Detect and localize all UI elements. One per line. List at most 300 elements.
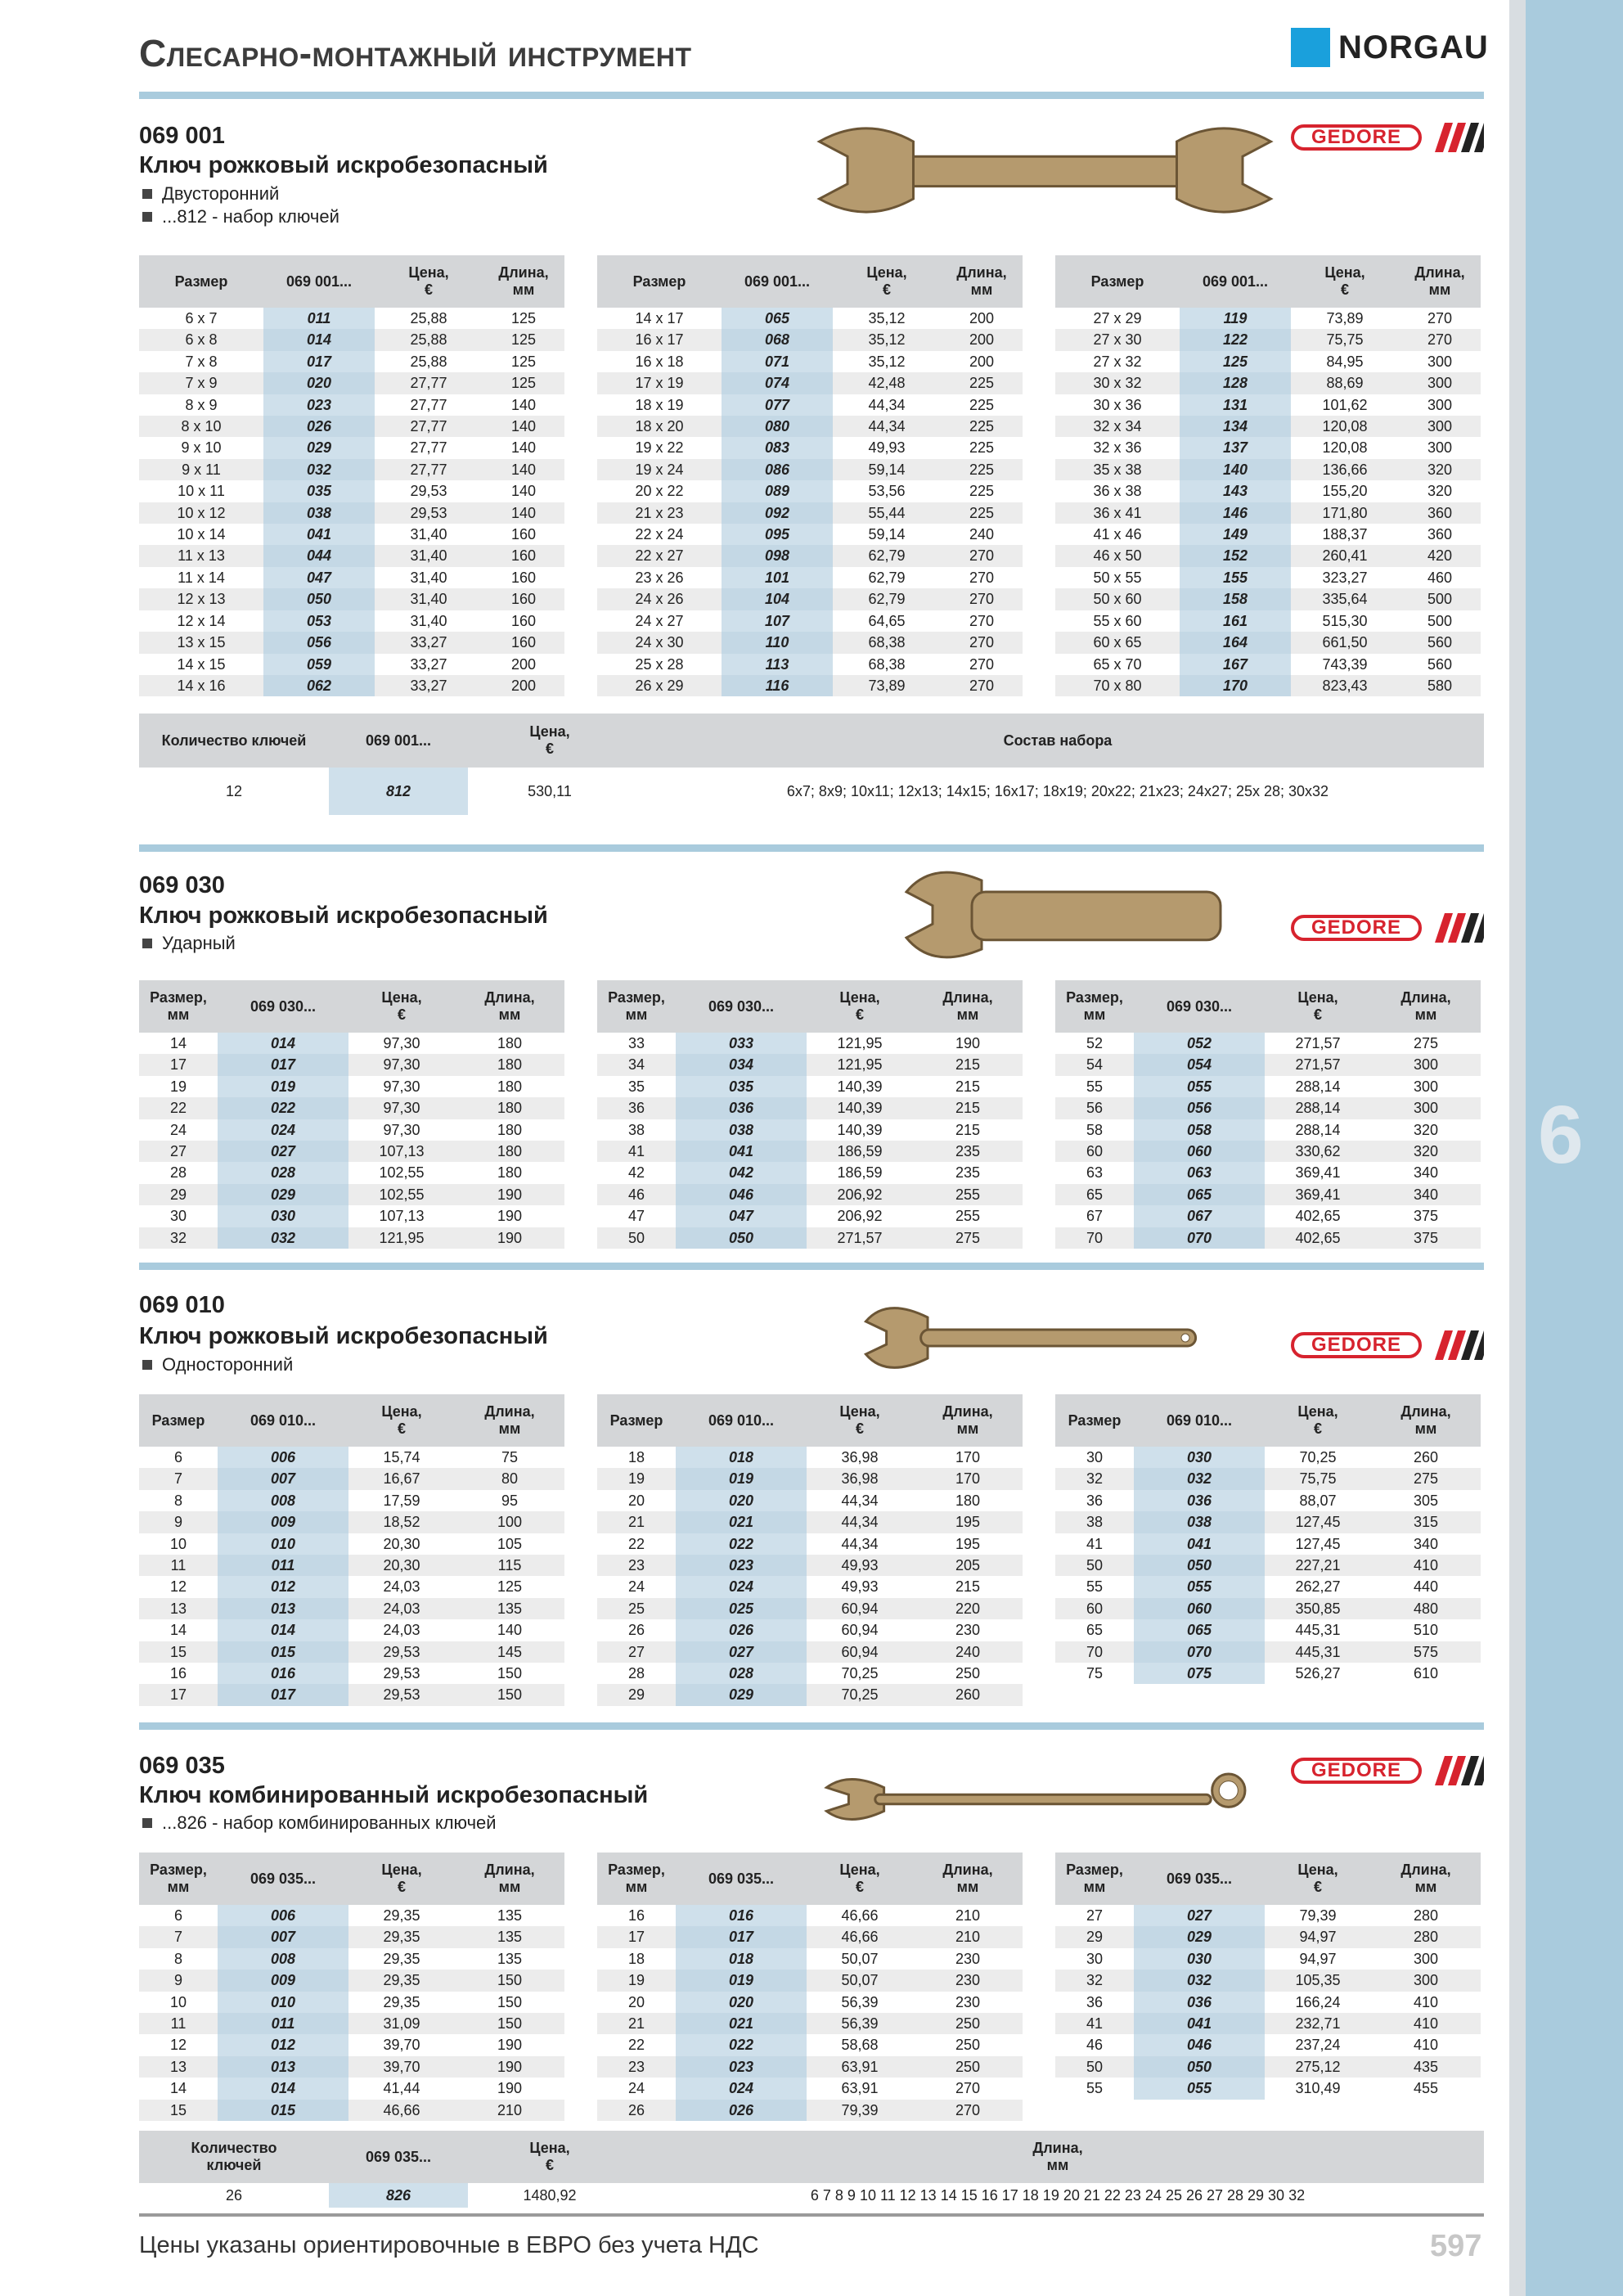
- norgau-logo-icon: [1291, 28, 1330, 67]
- length-cell: 320: [1399, 459, 1481, 480]
- size-cell: 21: [597, 1511, 676, 1533]
- price-cell: 62,79: [833, 588, 941, 610]
- size-cell: 32: [1055, 1970, 1134, 1991]
- price-cell: 27,77: [375, 416, 483, 437]
- length-cell: 200: [941, 329, 1023, 350]
- length-cell: 95: [501, 1492, 519, 1509]
- size-cell: 46 x 50: [1055, 545, 1180, 566]
- size-cell: 22: [139, 1097, 218, 1119]
- article-cell: 155: [1180, 567, 1291, 588]
- size-cell: 28: [169, 1164, 187, 1182]
- length-cell: 135: [497, 1950, 523, 1967]
- article-cell: 042: [676, 1162, 807, 1183]
- price-cell: 44,34: [807, 1511, 913, 1533]
- article-cell: 050: [263, 588, 375, 610]
- table-row: [1055, 1641, 1481, 1663]
- length-cell: 140: [510, 483, 537, 500]
- price-cell: 50,07: [841, 1950, 879, 1967]
- price-cell: 288,14: [1295, 1121, 1341, 1138]
- product-title: Ключ рожковый искробезопасный: [139, 903, 548, 929]
- article-cell: 041: [676, 1141, 807, 1162]
- size-cell: 7: [139, 1468, 218, 1489]
- length-cell: 460: [1427, 569, 1453, 586]
- length-cell: 270: [913, 2100, 1023, 2121]
- size-cell: 22: [627, 2037, 645, 2054]
- length-cell: 270: [1399, 329, 1481, 350]
- length-cell: [1371, 1684, 1481, 1705]
- article-cell: 134: [1180, 416, 1291, 437]
- price-cell: 73,89: [833, 675, 941, 696]
- table-row: [139, 1555, 564, 1576]
- set-count-header: Количество ключей: [139, 714, 329, 768]
- table-row: [1055, 1097, 1481, 1119]
- table-row: [139, 480, 564, 502]
- table-row: [597, 308, 1023, 329]
- size-cell: 29: [139, 1184, 218, 1205]
- size-cell: 22 x 27: [597, 545, 722, 566]
- set-table: [139, 2131, 1484, 2208]
- article-cell: 019: [676, 1468, 807, 1489]
- table-row: [597, 1511, 1023, 1533]
- length-cell: 225: [969, 483, 995, 500]
- price-cell: 743,39: [1322, 655, 1368, 673]
- article-cell: 027: [218, 1141, 348, 1162]
- gedore-logo: GEDORE: [1291, 124, 1422, 151]
- article-cell: 056: [1134, 1097, 1265, 1119]
- price-cell: 49,93: [868, 439, 906, 457]
- article-cell: 149: [1180, 524, 1291, 545]
- price-cell: 49,93: [807, 1555, 913, 1576]
- table-row: [597, 2013, 1023, 2034]
- table-row: [597, 1684, 1023, 1705]
- article-cell: 128: [1180, 372, 1291, 394]
- length-cell: 135: [455, 1598, 564, 1619]
- price-cell: 24,03: [348, 1598, 455, 1619]
- article-cell: 101: [722, 567, 833, 588]
- price-cell: 515,30: [1322, 612, 1368, 629]
- size-cell: 75: [1086, 1665, 1104, 1682]
- price-cell: 402,65: [1295, 1208, 1341, 1225]
- article-cell: 020: [676, 1490, 807, 1511]
- length-cell: [1371, 2100, 1481, 2121]
- table-row: [597, 1205, 1023, 1227]
- length-cell: 125: [483, 372, 564, 394]
- length-cell: 215: [913, 1054, 1023, 1075]
- article-cell: 010: [218, 1533, 348, 1555]
- price-cell: 288,14: [1265, 1097, 1371, 1119]
- length-cell: 320: [1427, 483, 1453, 500]
- size-cell: 50: [597, 1227, 676, 1249]
- price-cell: 50,07: [807, 1970, 913, 1991]
- wrench-image: [810, 113, 1280, 232]
- table-row: [139, 1663, 564, 1684]
- product-title: Ключ рожковый искробезопасный: [139, 1323, 548, 1349]
- col-size-header: Размер: [139, 1394, 218, 1447]
- table-row: [1055, 1926, 1481, 1947]
- length-cell: 270: [941, 632, 1023, 653]
- size-cell: 9 x 11: [139, 459, 263, 480]
- size-cell: 24 x 26: [597, 588, 722, 610]
- table-row: [139, 1141, 564, 1162]
- article-cell: 023: [263, 394, 375, 416]
- article-cell: 020: [263, 372, 375, 394]
- price-cell: 271,57: [807, 1227, 913, 1249]
- table-row: [139, 610, 564, 632]
- price-cell: 46,66: [348, 2100, 455, 2121]
- table-row: [139, 2078, 564, 2099]
- col-price-header: Цена, €: [348, 1853, 455, 1905]
- price-cell: 39,70: [348, 2056, 455, 2078]
- price-cell: 60,94: [807, 1598, 913, 1619]
- size-cell: 58: [1086, 1121, 1104, 1138]
- price-cell: [1265, 2100, 1371, 2121]
- length-cell: 210: [913, 1926, 1023, 1947]
- length-cell: 235: [913, 1141, 1023, 1162]
- col-price-header: Цена, €: [348, 1394, 455, 1447]
- length-cell: 420: [1399, 545, 1481, 566]
- table-row: [597, 1619, 1023, 1641]
- length-cell: 340: [1371, 1184, 1481, 1205]
- article-cell: 047: [263, 567, 375, 588]
- table-row: [597, 1970, 1023, 1991]
- price-cell: 75,75: [1265, 1468, 1371, 1489]
- article-cell: 021: [676, 2013, 807, 2034]
- table-row: [1055, 1490, 1481, 1511]
- size-cell: 11: [139, 2013, 218, 2034]
- length-cell: 220: [913, 1598, 1023, 1619]
- article-cell: 018: [676, 1948, 807, 1970]
- col-length-header: Длина, мм: [913, 980, 1023, 1033]
- col-article-header: 069 010...: [676, 1394, 807, 1447]
- price-cell: 171,80: [1291, 502, 1399, 524]
- size-cell: 36: [597, 1097, 676, 1119]
- chapter-number: 6: [1538, 1089, 1584, 1181]
- table-row: [139, 1033, 564, 1054]
- length-cell: 150: [455, 1684, 564, 1705]
- col-article-header: 069 030...: [676, 980, 807, 1033]
- set-contents-cell: 6x7; 8x9; 10x11; 12x13; 14x15; 16x17; 18x19; 20x22; 21x23; 24x27; 25x 28; 30x32: [786, 782, 1329, 799]
- article-cell: 170: [1180, 675, 1291, 696]
- length-cell: 275: [913, 1227, 1023, 1249]
- size-cell: 18: [627, 1950, 645, 1967]
- price-cell: 53,56: [868, 483, 906, 500]
- length-cell: 360: [1399, 502, 1481, 524]
- article-cell: 026: [676, 2100, 807, 2121]
- size-cell: 11 x 13: [139, 545, 263, 566]
- length-cell: 215: [955, 1121, 981, 1138]
- price-cell: 271,57: [1295, 1035, 1341, 1051]
- price-cell: 121,95: [837, 1035, 883, 1051]
- size-cell: 25: [597, 1598, 676, 1619]
- col-price-header: Цена, €: [807, 1394, 913, 1447]
- length-cell: 150: [455, 1970, 564, 1991]
- price-table: [1055, 255, 1481, 696]
- price-cell: 29,35: [383, 1907, 420, 1924]
- article-cell: 035: [676, 1076, 807, 1097]
- length-cell: 320: [1413, 1121, 1439, 1138]
- price-cell: 29,53: [348, 1684, 455, 1705]
- size-cell: 56: [1055, 1097, 1134, 1119]
- page-number: 597: [1430, 2229, 1482, 2263]
- length-cell: 375: [1371, 1227, 1481, 1249]
- price-cell: 369,41: [1265, 1184, 1371, 1205]
- length-cell: 150: [497, 1665, 523, 1682]
- table-row: [1055, 308, 1481, 329]
- article-cell: 007: [218, 1468, 348, 1489]
- col-length-header: Длина, мм: [913, 1853, 1023, 1905]
- length-cell: 500: [1427, 612, 1453, 629]
- price-cell: 17,59: [383, 1492, 420, 1509]
- table-row: [597, 1926, 1023, 1947]
- price-cell: 46,66: [841, 1907, 879, 1924]
- article-cell: 014: [218, 1619, 348, 1641]
- table-row: [1055, 1948, 1481, 1970]
- article-cell: 068: [722, 329, 833, 350]
- price-cell: 97,30: [348, 1097, 455, 1119]
- article-cell: 019: [676, 1970, 807, 1991]
- article-cell: 070: [1134, 1641, 1265, 1663]
- price-cell: 75,75: [1291, 329, 1399, 350]
- price-cell: 206,92: [807, 1184, 913, 1205]
- set-row: [139, 768, 1484, 815]
- article-cell: 054: [1134, 1054, 1265, 1075]
- size-cell: 35 x 38: [1055, 459, 1180, 480]
- article-cell: 024: [676, 2078, 807, 2099]
- length-cell: 300: [1399, 416, 1481, 437]
- table-row: [1055, 394, 1481, 416]
- length-cell: 410: [1371, 2013, 1481, 2034]
- price-cell: 20,30: [383, 1535, 420, 1552]
- price-table: [139, 1853, 564, 2121]
- size-cell: 29: [597, 1684, 676, 1705]
- price-cell: 88,07: [1299, 1492, 1337, 1509]
- price-cell: 31,40: [375, 545, 483, 566]
- size-cell: 60 x 65: [1055, 632, 1180, 653]
- size-cell: 47: [627, 1208, 645, 1225]
- article-cell: 012: [218, 1576, 348, 1597]
- price-cell: 44,34: [833, 416, 941, 437]
- size-cell: 16 x 18: [635, 353, 684, 370]
- article-cell: 058: [1134, 1119, 1265, 1141]
- article-cell: 009: [218, 1970, 348, 1991]
- article-cell: 095: [722, 524, 833, 545]
- article-cell: 137: [1180, 437, 1291, 458]
- article-cell: 052: [1134, 1033, 1265, 1054]
- length-cell: 270: [969, 655, 995, 673]
- table-row: [1055, 1598, 1481, 1619]
- length-cell: 115: [455, 1555, 564, 1576]
- length-cell: 300: [1413, 1078, 1439, 1095]
- table-row: [1055, 1119, 1481, 1141]
- product-title: Ключ комбинированный искробезопасный: [139, 1782, 649, 1808]
- length-cell: 300: [1371, 1970, 1481, 1991]
- set-article-header: 069 035...: [329, 2131, 468, 2183]
- table-row: [597, 1641, 1023, 1663]
- article-cell: 030: [1134, 1948, 1265, 1970]
- price-table: [597, 980, 1023, 1249]
- article-cell: 021: [676, 1511, 807, 1533]
- price-cell: 68,38: [868, 655, 906, 673]
- article-cell: 065: [1134, 1619, 1265, 1641]
- length-cell: 300: [1399, 372, 1481, 394]
- col-length-header: Длина, мм: [1371, 980, 1481, 1033]
- wrench-image: [900, 858, 1227, 976]
- article-cell: 140: [1180, 459, 1291, 480]
- wrench-image: [822, 1770, 1264, 1833]
- col-article-header: 069 001...: [263, 255, 375, 308]
- set-price-header: Цена, €: [468, 2131, 632, 2183]
- length-cell: 315: [1371, 1511, 1481, 1533]
- section-rule: [139, 1263, 1484, 1270]
- table-row: [139, 1619, 564, 1641]
- price-table: [1055, 1853, 1481, 2121]
- table-row: [139, 1533, 564, 1555]
- article-cell: 013: [218, 2056, 348, 2078]
- price-cell: 97,30: [383, 1121, 420, 1138]
- table-row: [1055, 1447, 1481, 1468]
- col-size-header: Размер, мм: [1055, 980, 1134, 1033]
- price-cell: 227,21: [1265, 1555, 1371, 1576]
- price-cell: 188,37: [1322, 526, 1368, 543]
- length-cell: 270: [955, 2080, 981, 2097]
- price-cell: 33,27: [375, 632, 483, 653]
- size-cell: 7: [139, 1926, 218, 1947]
- length-cell: 140: [483, 416, 564, 437]
- size-cell: 50 x 55: [1093, 569, 1142, 586]
- price-cell: 35,12: [833, 329, 941, 350]
- table-row: [597, 459, 1023, 480]
- size-cell: 13: [139, 1598, 218, 1619]
- price-cell: 59,14: [868, 526, 906, 543]
- price-cell: 60,94: [807, 1641, 913, 1663]
- price-cell: 369,41: [1295, 1164, 1341, 1182]
- length-cell: 410: [1413, 1993, 1439, 2010]
- length-cell: 180: [497, 1121, 523, 1138]
- table-row: [597, 329, 1023, 350]
- size-cell: 13 x 15: [139, 632, 263, 653]
- col-size-header: Размер, мм: [1055, 1853, 1134, 1905]
- length-cell: 195: [913, 1511, 1023, 1533]
- size-cell: 52: [1086, 1035, 1104, 1051]
- table-row: [139, 1490, 564, 1511]
- length-cell: 300: [1413, 1950, 1439, 1967]
- article-cell: 029: [1134, 1926, 1265, 1947]
- article-cell: 074: [722, 372, 833, 394]
- length-cell: 340: [1413, 1164, 1439, 1182]
- col-length-header: Длина, мм: [455, 1394, 564, 1447]
- price-cell: 63,91: [841, 2080, 879, 2097]
- length-cell: 100: [455, 1511, 564, 1533]
- price-cell: 661,50: [1291, 632, 1399, 653]
- article-cell: 086: [722, 459, 833, 480]
- price-cell: 97,30: [348, 1054, 455, 1075]
- price-cell: 260,41: [1291, 545, 1399, 566]
- article-cell: 161: [1180, 610, 1291, 632]
- set-row: [139, 2183, 1484, 2208]
- article-cell: 113: [722, 654, 833, 675]
- table-row: [139, 1576, 564, 1597]
- price-cell: 102,55: [379, 1164, 425, 1182]
- section-rule: [139, 92, 1484, 99]
- col-length-header: Длина, мм: [941, 255, 1023, 308]
- size-cell: 36: [1086, 1993, 1104, 2010]
- length-cell: 250: [913, 2013, 1023, 2034]
- price-cell: 288,14: [1295, 1078, 1341, 1095]
- size-cell: 55: [1086, 2080, 1104, 2097]
- length-cell: 240: [913, 1641, 1023, 1663]
- article-cell: 032: [1134, 1468, 1265, 1489]
- length-cell: 190: [497, 2080, 523, 2097]
- length-cell: 195: [955, 1535, 981, 1552]
- article-cell: 119: [1180, 308, 1291, 329]
- product-code: 069 001: [139, 123, 225, 149]
- length-cell: 140: [483, 502, 564, 524]
- set-article-cell: 826: [329, 2183, 468, 2208]
- size-cell: 8: [173, 1950, 182, 1967]
- table-row: [139, 1684, 564, 1705]
- size-cell: 19 x 24: [597, 459, 722, 480]
- col-price-header: Цена, €: [348, 980, 455, 1033]
- set-article-cell: 812: [329, 768, 468, 815]
- article-cell: 014: [263, 329, 375, 350]
- table-row: [1055, 567, 1481, 588]
- price-cell: 232,71: [1265, 2013, 1371, 2034]
- price-table: [597, 1394, 1023, 1706]
- price-cell: 101,62: [1322, 396, 1368, 413]
- article-cell: 041: [1134, 1533, 1265, 1555]
- article-cell: 027: [1134, 1905, 1265, 1926]
- table-row: [597, 502, 1023, 524]
- article-cell: 016: [218, 1663, 348, 1684]
- price-cell: 31,40: [410, 526, 447, 543]
- table-row: [597, 1490, 1023, 1511]
- length-cell: 180: [455, 1097, 564, 1119]
- article-cell: 022: [676, 1533, 807, 1555]
- size-cell: 12 x 14: [177, 612, 226, 629]
- price-cell: 64,65: [868, 612, 906, 629]
- article-cell: 070: [1134, 1227, 1265, 1249]
- gedore-stripes-icon: [1430, 123, 1484, 152]
- table-row: [139, 1511, 564, 1533]
- length-cell: 250: [955, 1665, 981, 1682]
- price-cell: 262,27: [1295, 1578, 1341, 1596]
- length-cell: 205: [913, 1555, 1023, 1576]
- price-cell: 84,95: [1326, 353, 1364, 370]
- size-cell: 11 x 14: [178, 569, 225, 586]
- table-row: [1055, 1511, 1481, 1533]
- length-cell: 160: [510, 526, 537, 543]
- length-cell: 300: [1427, 353, 1453, 370]
- size-cell: 26: [597, 2100, 676, 2121]
- table-row: [1055, 459, 1481, 480]
- size-cell: 65 x 70: [1093, 655, 1142, 673]
- table-row: [597, 1992, 1023, 2013]
- article-cell: 038: [1134, 1511, 1265, 1533]
- length-cell: 225: [969, 396, 995, 413]
- size-cell: 65: [1055, 1184, 1134, 1205]
- table-row: [1055, 1992, 1481, 2013]
- article-cell: 034: [676, 1054, 807, 1075]
- size-cell: 38: [627, 1121, 645, 1138]
- table-row: [1055, 351, 1481, 372]
- table-row: [139, 437, 564, 458]
- size-cell: 17: [139, 1054, 218, 1075]
- col-article-header: 069 035...: [1134, 1853, 1265, 1905]
- set-count-cell: 26: [225, 2186, 243, 2204]
- table-row: [139, 1468, 564, 1489]
- article-cell: 029: [263, 437, 375, 458]
- article-cell: 092: [722, 502, 833, 524]
